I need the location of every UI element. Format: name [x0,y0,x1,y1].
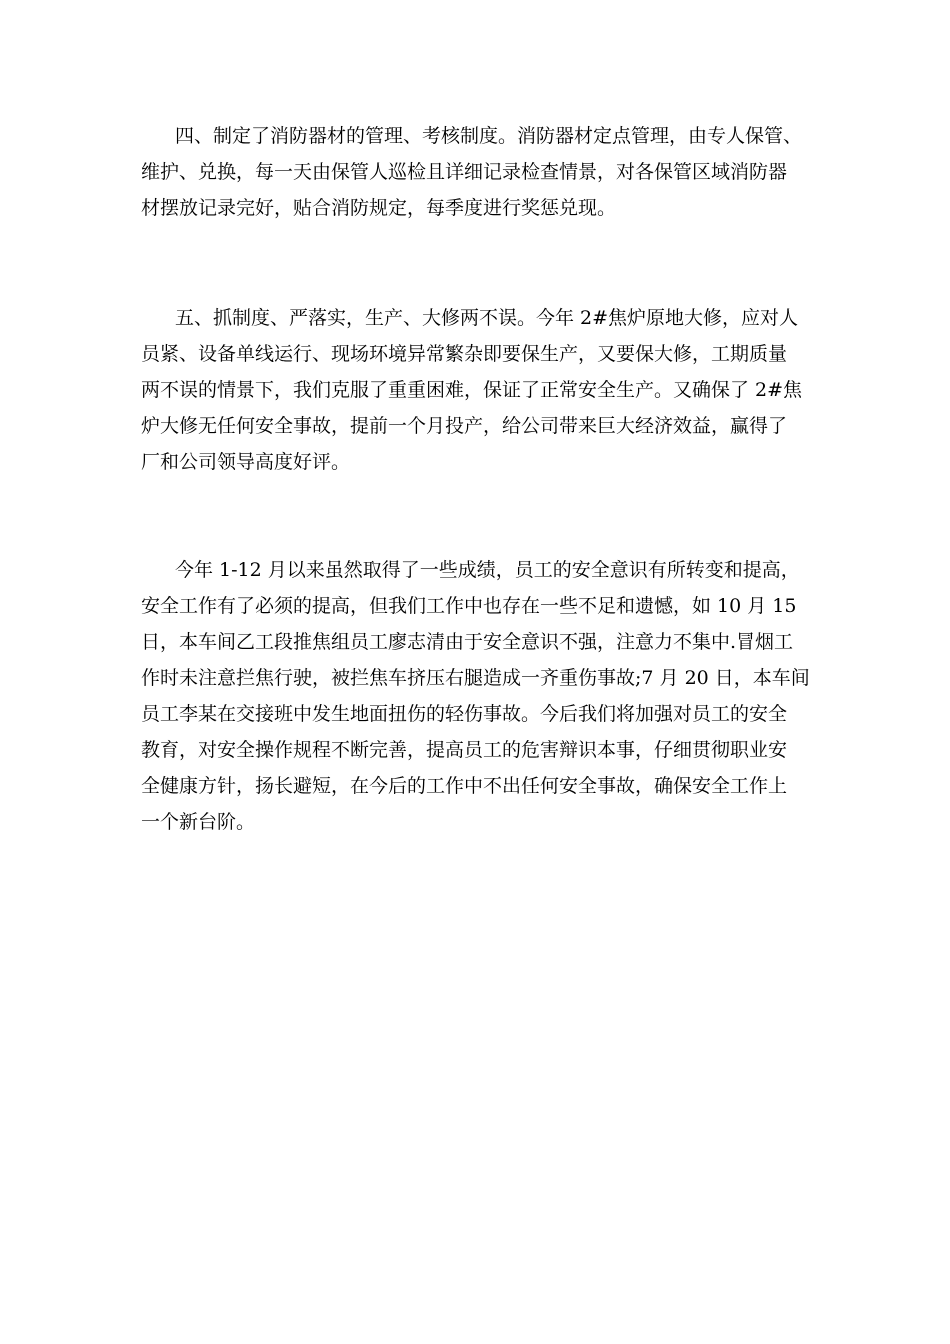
paragraph-line: 作时未注意拦焦行驶，被拦焦车挤压右腿造成一齐重伤事故;7 月 20 日，本车间 [141,667,810,689]
paragraph-line: 材摆放记录完好，贴合消防规定，每季度进行奖惩兑现。 [141,197,617,219]
paragraph-line: 教育，对安全操作规程不断完善，提高员工的危害辩识本事，仔细贯彻职业安 [141,739,788,761]
paragraph-line: 员紧、设备单线运行、现场环境异常繁杂即要保生产，又要保大修，工期质量 [141,343,788,365]
paragraph-line: 维护、兑换，每一天由保管人巡检且详细记录检查情景，对各保管区域消防器 [141,161,788,183]
paragraph-line: 全健康方针，扬长避短，在今后的工作中不出任何安全事故，确保安全工作上 [141,775,788,797]
paragraph-line: 五、抓制度、严落实，生产、大修两不误。今年 2#焦炉原地大修，应对人 [175,307,799,329]
paragraph-summary [141,552,813,840]
paragraph-line: 员工李某在交接班中发生地面扭伤的轻伤事故。今后我们将加强对员工的安全 [141,703,788,725]
paragraph-line: 一个新台阶。 [141,811,256,833]
paragraph-line: 厂和公司领导高度好评。 [141,451,351,473]
paragraph-line: 今年 1-12 月以来虽然取得了一些成绩，员工的安全意识有所转变和提高， [175,559,800,581]
paragraph-line: 两不误的情景下，我们克服了重重困难，保证了正常安全生产。又确保了 2#焦 [141,379,803,401]
paragraph-line: 四、制定了消防器材的管理、考核制度。消防器材定点管理，由专人保管、 [175,125,803,147]
paragraph-fire-equipment [141,118,813,226]
paragraph-overhaul [141,300,813,480]
paragraph-line: 日，本车间乙工段推焦组员工廖志清由于安全意识不强，注意力不集中.冒烟工 [141,631,794,653]
paragraph-line: 炉大修无任何安全事故，提前一个月投产，给公司带来巨大经济效益，赢得了 [141,415,788,437]
paragraph-line: 安全工作有了必须的提高，但我们工作中也存在一些不足和遗憾，如 10 月 15 [141,595,797,617]
